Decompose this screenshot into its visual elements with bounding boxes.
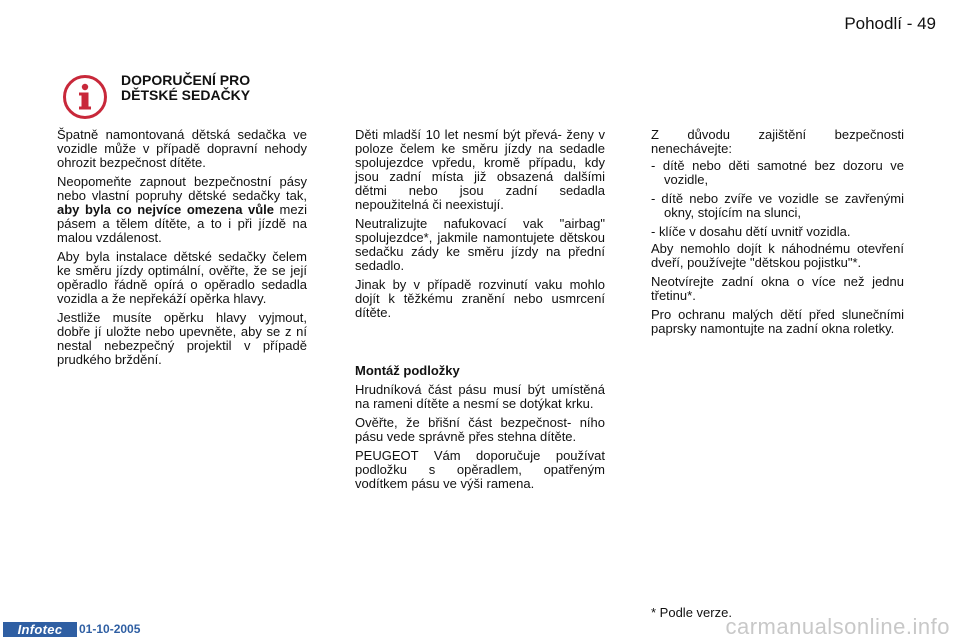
paragraph	[57, 175, 307, 245]
info-icon	[62, 74, 108, 120]
paragraph: Z důvodu zajištění bezpečnosti nenechávejte:	[651, 127, 904, 156]
paragraph: Pro ochranu malých dětí před slunečními paprsky namontujte na zadní okna roletky.	[651, 307, 904, 336]
paragraph: Neotvírejte zadní okna o více než jednu třetinu*.	[651, 274, 904, 303]
section-title-line1: DOPORUČENÍ PRO	[121, 72, 251, 88]
section-title-line2: DĚTSKÉ SEDAČKY	[121, 87, 251, 103]
paragraph: Jinak by v případě rozvinutí vaku mohlo dojít k těžkému zranění nebo usmrcení dítěte.	[355, 277, 605, 320]
footnote: * Podle verze.	[651, 605, 732, 620]
emphasis-text: aby byla co nejvíce omezena vůle	[57, 202, 275, 217]
watermark: carmanualsonline.info	[725, 614, 950, 639]
paragraph-text: mezi pásem a tělem dítěte, a to i při jízdě na malou vzdálenost.	[57, 202, 308, 245]
list-item: - klíče v dosahu dětí uvnitř vozidla.	[651, 224, 851, 239]
paragraph: Jestliže musíte opěrku hlavy vyjmout, dobře jí uložte nebo upevněte, aby se z ní nestal nebezpečný projektil v případě prudkého brždění.	[57, 310, 307, 367]
section-title	[121, 73, 250, 103]
page-number: Pohodlí - 49	[844, 14, 936, 33]
paragraph: Ověřte, že břišní část bezpečnost- ního pásu vede správně přes stehna dítěte.	[355, 415, 605, 444]
column-right	[651, 128, 904, 341]
paragraph-text: Neopomeňte zapnout bezpečnostní pásy nebo vlastní popruhy dětské sedačky tak,	[57, 174, 307, 203]
paragraph: Aby nemohlo dojít k náhodnému otevření dveří, používejte "dětskou pojistku"*.	[651, 241, 904, 270]
footer-date: 01-10-2005	[79, 622, 141, 636]
footer	[0, 620, 140, 638]
list-item: - dítě nebo děti samotné bez dozoru ve vozidle,	[651, 158, 904, 187]
paragraph: Špatně namontovaná dětská sedačka ve vozidle může v případě dopravní nehody ohrozit bezpečnost dítěte.	[57, 127, 307, 170]
paragraph: Aby byla instalace dětské sedačky čelem ke směru jízdy optimální, ověřte, že se její opěradlo řádně opírá o opěradlo sedadla vozidla a že nepřekáží opěrka hlavy.	[57, 249, 307, 306]
paragraph: Hrudníková část pásu musí být umístěná na rameni dítěte a nesmí se dotýkat krku.	[355, 382, 605, 411]
column-left	[57, 128, 307, 372]
list-item: - dítě nebo zvíře ve vozidle se zavřenými okny, stojícím na slunci,	[651, 191, 904, 220]
paragraph: Neutralizujte nafukovací vak "airbag" spolujezdce*, jakmile namontujete dětskou sedačku zády ke směru jízdy na přední sedadlo.	[355, 216, 605, 273]
mounting-section	[355, 364, 605, 496]
subsection-heading: Montáž podložky	[355, 363, 460, 378]
paragraph: Děti mladší 10 let nesmí být převá- ženy v poloze čelem ke směru jízdy na sedadle spolujezdce vpředu, kromě případu, kdy jsou zadní místa již obsazená dalšími dětmi nebo jsou zadní sedadla nepoužitelná či neexistují.	[355, 127, 605, 212]
paragraph: PEUGEOT Vám doporučuje používat podložku s opěradlem, opatřeným vodítkem pásu ve výši ramena.	[355, 448, 605, 491]
infotec-logo: Infotec	[3, 622, 77, 637]
column-middle	[355, 128, 605, 325]
